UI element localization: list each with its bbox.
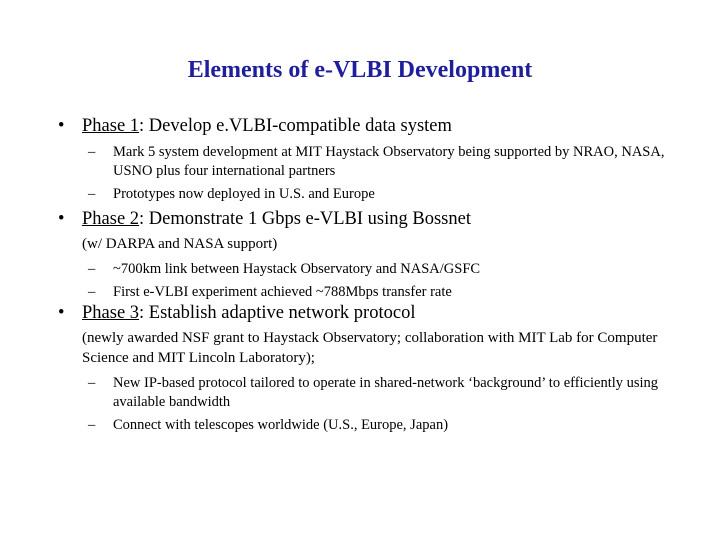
dash-icon: – — [88, 417, 96, 433]
list-item — [58, 185, 698, 204]
dash-icon: – — [88, 186, 96, 202]
phase-3-note: (newly awarded NSF grant to Haystack Observatory; collaboration with MIT Lab for Computer Science and MIT Lincoln Laboratory); — [82, 330, 658, 366]
phase-1-sublist — [58, 143, 698, 204]
phase-1-label: Phase 1 — [82, 116, 140, 136]
list-item-text: First e-VLBI experiment achieved ~788Mbps transfer rate — [113, 284, 452, 300]
dash-icon: – — [88, 261, 96, 277]
phase-2-bullet — [58, 208, 698, 230]
list-item — [58, 143, 698, 181]
list-item-text: New IP-based protocol tailored to operate in shared-network ‘background’ to efficiently using available bandwidth — [113, 375, 659, 410]
dash-icon: – — [88, 375, 96, 391]
phase-1-bullet — [58, 115, 698, 137]
phase-2-sublist — [58, 260, 698, 302]
phase-3-label: Phase 3 — [82, 303, 140, 323]
list-item-text: Prototypes now deployed in U.S. and Europe — [113, 186, 375, 202]
phase-3-sublist — [58, 374, 698, 435]
bullet-icon: • — [58, 303, 65, 323]
bullet-icon: • — [58, 209, 65, 229]
phase-3-heading: : Establish adaptive network protocol — [139, 303, 416, 323]
phase-2-heading: : Demonstrate 1 Gbps e-VLBI using Bossnet — [139, 209, 471, 229]
phase-3-block — [58, 302, 698, 435]
list-item — [58, 374, 698, 412]
list-item — [58, 416, 698, 435]
phase-1-block — [58, 115, 698, 204]
phase-3-bullet — [58, 302, 698, 324]
list-item — [58, 260, 698, 279]
bullet-icon: • — [58, 116, 65, 136]
phase-2-block — [58, 208, 698, 302]
list-item-text: ~700km link between Haystack Observatory and NASA/GSFC — [113, 261, 481, 277]
dash-icon: – — [88, 144, 96, 160]
slide-title: Elements of e-VLBI Development — [187, 57, 533, 83]
dash-icon: – — [88, 284, 96, 300]
list-item-text: Connect with telescopes worldwide (U.S., Europe, Japan) — [113, 417, 449, 433]
phase-1-heading: : Develop e.VLBI-compatible data system — [139, 116, 452, 136]
phase-2-label: Phase 2 — [82, 209, 140, 229]
list-item — [58, 283, 698, 302]
phase-2-note: (w/ DARPA and NASA support) — [82, 236, 278, 252]
list-item-text: Mark 5 system development at MIT Haystack Observatory being supported by NRAO, NASA, USNO plus four international partners — [113, 144, 665, 179]
